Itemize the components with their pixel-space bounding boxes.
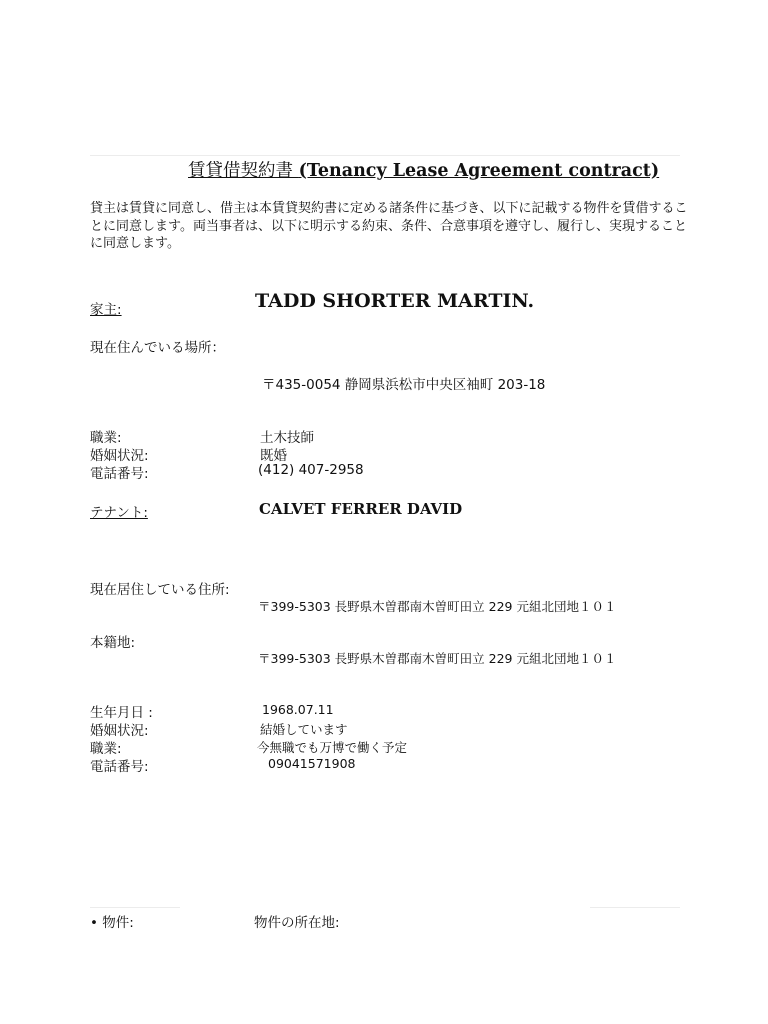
tenant-occupation-label: 職業: [90, 741, 122, 757]
tenant-name: CALVET FERRER DAVID [259, 500, 463, 518]
tenant-address-label: 現在居住している住所: [90, 582, 230, 598]
landlord-occupation: 土木技師 [260, 430, 314, 446]
intro-paragraph: 貸主は賃貸に同意し、借主は本賃貸契約書に定める諸条件に基づき、以下に記載する物件を賃借することに同意します。両当事者は、以下に明示する約束、条件、合意事項を遵守し、履行し、実現することに同意します。 [90, 201, 688, 251]
property-location-label: 物件の所在地: [254, 915, 340, 931]
landlord-address: 〒435-0054 静岡県浜松市中央区袖町 203-18 [262, 377, 546, 393]
landlord-phone-label: 電話番号: [90, 466, 149, 482]
tenant-address: 〒399-5303 長野県木曽郡南木曽町田立 229 元組北団地１０１ [258, 599, 617, 614]
tenant-marital: 結婚しています [260, 722, 348, 737]
tenant-marital-label: 婚姻状況: [90, 723, 149, 739]
tenant-birth-label: 生年月日 : [90, 705, 153, 721]
footer-rule-right [590, 907, 680, 908]
property-label: 物件: [102, 915, 134, 931]
tenant-phone: 09041571908 [268, 756, 356, 771]
tenant-label: テナント: [90, 505, 148, 521]
footer-rule-left [90, 907, 180, 908]
landlord-address-label: 現在住んでいる場所： [90, 340, 225, 356]
landlord-name: TADD SHORTER MARTIN. [255, 290, 535, 312]
landlord-occupation-label: 職業: [90, 430, 122, 446]
document-title [188, 157, 659, 182]
tenant-occupation: 今無職でも万博で働く予定 [257, 740, 408, 755]
property-item [90, 911, 134, 931]
title-japanese: 賃貸借契約書 [188, 161, 293, 181]
landlord-marital: 既婚 [260, 448, 287, 464]
tenant-domicile-label: 本籍地: [90, 635, 136, 651]
tenant-domicile: 〒399-5303 長野県木曽郡南木曽町田立 229 元組北団地１０１ [258, 651, 617, 666]
landlord-label: 家主: [90, 302, 122, 318]
tenant-phone-label: 電話番号: [90, 759, 149, 775]
tenant-birth: 1968.07.11 [262, 702, 334, 717]
landlord-phone: (412) 407-2958 [258, 462, 364, 478]
header-rule [90, 155, 680, 156]
landlord-marital-label: 婚姻状況: [90, 448, 149, 464]
bullet-icon: • [90, 915, 98, 931]
title-english: (Tenancy Lease Agreement contract) [298, 161, 660, 181]
